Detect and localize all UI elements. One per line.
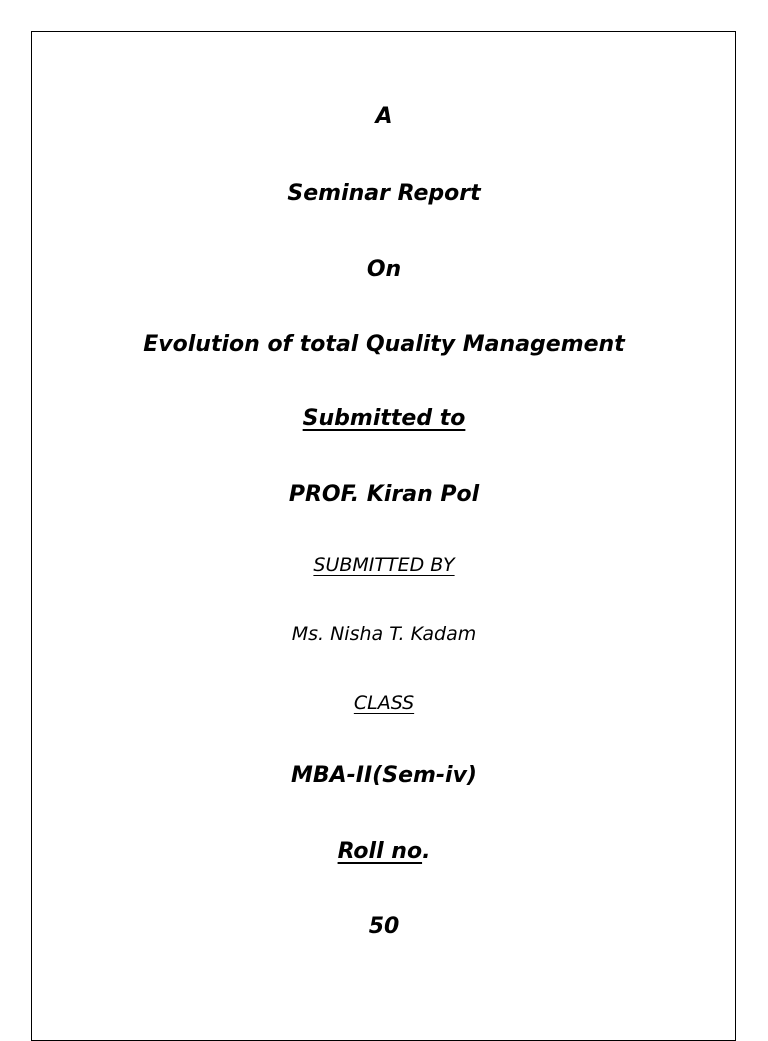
- submitted-by-heading: [0, 556, 768, 575]
- roll-heading: [0, 841, 768, 863]
- report-title: Evolution of total Quality Management: [143, 332, 625, 357]
- cover-line-on: On: [366, 257, 402, 282]
- student-name: Ms. Nisha T. Kadam: [291, 623, 477, 645]
- submitted-to-label: Submitted to: [302, 406, 466, 431]
- roll-label: Roll no: [337, 839, 423, 864]
- class-value: MBA-II(Sem-iv): [290, 763, 477, 788]
- professor-name: PROF. Kiran Pol: [288, 482, 480, 507]
- submitted-by-label: SUBMITTED BY: [313, 554, 455, 576]
- roll-label-suffix: .: [422, 839, 431, 864]
- submitted-to-heading: [0, 408, 768, 430]
- class-label: CLASS: [353, 692, 415, 714]
- cover-line-a: A: [375, 104, 393, 129]
- class-heading: [0, 694, 768, 713]
- report-type: Seminar Report: [287, 181, 481, 206]
- roll-number: 50: [368, 914, 400, 939]
